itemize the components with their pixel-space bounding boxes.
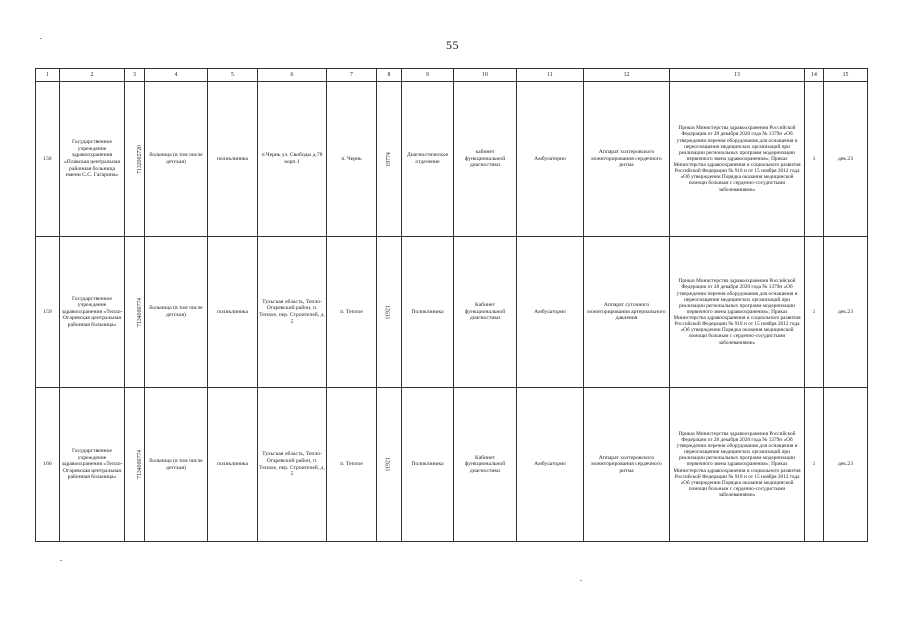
equipment-name: Аппарат холтеровского мониторирования сердечного ритма <box>584 388 670 542</box>
delivery-date: дек.23 <box>824 388 868 542</box>
index-text: 19774 <box>385 151 392 167</box>
column-header-row <box>36 69 868 82</box>
column-header: 14 <box>805 69 824 82</box>
column-header: 12 <box>584 69 670 82</box>
scan-speck <box>580 580 582 581</box>
scan-speck <box>60 560 62 561</box>
organization-name: Государственное учреждение здравоохранения «Тепло-Огаревская центральная районная больница» <box>60 237 125 388</box>
column-header: 3 <box>125 69 145 82</box>
column-header: 9 <box>402 69 454 82</box>
table-row <box>36 237 868 388</box>
facility-type: больница (в том числе детская) <box>145 82 208 237</box>
care-condition: Амбулаторно <box>517 237 584 388</box>
column-header: 13 <box>670 69 805 82</box>
organization-code <box>125 388 145 542</box>
organization-name: Государственное учреждение здравоохранения «Плавская центральная районная больница имени С.С. Гагарина» <box>60 82 125 237</box>
address: Тульская область, Тепло-Огаревский район, п. Теплое, пер. Строителей, д. 5 <box>258 388 327 542</box>
department: Поликлиника <box>402 237 454 388</box>
care-condition: Амбулаторно <box>517 388 584 542</box>
department: Диагностическое отделение <box>402 82 454 237</box>
locality: п. Теплое <box>327 388 377 542</box>
legal-basis: Приказ Министерства здравоохранения Российской Федерации от 28 декабря 2020 года № 1379н «Об утверждении перечня оборудования для оснащения и переоснащения медицинских организаций при реализации региональных программ модернизации первичного звена здравоохранения»; Приказ Министерства здравоохранения и социального развития Российской Федерации № 918 н от 15 ноября 2012 года «Об утверждении Порядка оказания медицинской помощи больным с сердечно-сосудистыми заболеваниями» <box>670 388 805 542</box>
scan-speck <box>40 38 42 39</box>
column-header: 10 <box>454 69 517 82</box>
room: кабинет функциональной диагностики <box>454 82 517 237</box>
facility-type: больница (в том числе детская) <box>145 388 208 542</box>
room: Кабинет функциональной диагностики <box>454 237 517 388</box>
facility-type: больница (в том числе детская) <box>145 237 208 388</box>
page-number: 55 <box>446 38 459 52</box>
equipment-table <box>35 68 868 542</box>
room: Кабинет функциональной диагностики <box>454 388 517 542</box>
table-row <box>36 388 868 542</box>
row-number: 159 <box>36 237 60 388</box>
delivery-date: дек.23 <box>824 82 868 237</box>
index-text: 11921 <box>385 457 392 472</box>
equipment-name: Аппарат холтеровского мониторирования сердечного ритма <box>584 82 670 237</box>
facility-index <box>377 82 402 237</box>
column-header: 1 <box>36 69 60 82</box>
code-text: 7134000774 <box>137 297 144 327</box>
column-header: 5 <box>208 69 258 82</box>
column-header: 4 <box>145 69 208 82</box>
column-header: 7 <box>327 69 377 82</box>
address: Тульская область, Тепло-Огаревский район, п. Теплое, пер. Строителей, д. 5 <box>258 237 327 388</box>
legal-basis: Приказ Министерства здравоохранения Российской Федерации от 28 декабря 2020 года № 1379н «Об утверждении перечня оборудования для оснащения и переоснащения медицинских организаций при реализации региональных программ модернизации первичного звена здравоохранения»; Приказ Министерства здравоохранения и социального развития Российской Федерации № 918 н от 15 ноября 2012 года «Об утверждении Порядка оказания медицинской помощи больным с сердечно-сосудистыми заболеваниями» <box>670 82 805 237</box>
address: п.Чернь ул. Свободы д.78 корп.1 <box>258 82 327 237</box>
quantity: 1 <box>805 237 824 388</box>
column-header: 2 <box>60 69 125 82</box>
unit-type: поликлиника <box>208 388 258 542</box>
column-header: 8 <box>377 69 402 82</box>
department: Поликлиника <box>402 388 454 542</box>
row-number: 160 <box>36 388 60 542</box>
quantity: 1 <box>805 82 824 237</box>
delivery-date: дек.23 <box>824 237 868 388</box>
code-text: 7134000774 <box>137 450 144 479</box>
organization-code <box>125 237 145 388</box>
organization-name: Государственное учреждение здравоохранения «Тепло-Огаревская центральная районная больница» <box>60 388 125 542</box>
quantity: 1 <box>805 388 824 542</box>
unit-type: поликлиника <box>208 82 258 237</box>
facility-index <box>377 237 402 388</box>
column-header: 6 <box>258 69 327 82</box>
table-row <box>36 82 868 237</box>
column-header: 15 <box>824 69 868 82</box>
locality: п. Теплое <box>327 237 377 388</box>
locality: п. Чернь <box>327 82 377 237</box>
row-number: 158 <box>36 82 60 237</box>
organization-code <box>125 82 145 237</box>
legal-basis: Приказ Министерства здравоохранения Российской Федерации от 28 декабря 2020 года № 1379н «Об утверждении перечня оборудования для оснащения и переоснащения медицинских организаций при реализации региональных программ модернизации первичного звена здравоохранения»; Приказ Министерства здравоохранения и социального развития Российской Федерации № 918 н от 15 ноября 2012 года «Об утверждении Порядка оказания медицинской помощи больным с сердечно-сосудистыми заболеваниями» <box>670 237 805 388</box>
index-text: 11921 <box>385 304 392 320</box>
equipment-name: Аппарат суточного мониторирования артериального давления <box>584 237 670 388</box>
unit-type: поликлиника <box>208 237 258 388</box>
facility-index <box>377 388 402 542</box>
column-header: 11 <box>517 69 584 82</box>
care-condition: Амбулаторно <box>517 82 584 237</box>
code-text: 7132002720 <box>137 144 144 174</box>
